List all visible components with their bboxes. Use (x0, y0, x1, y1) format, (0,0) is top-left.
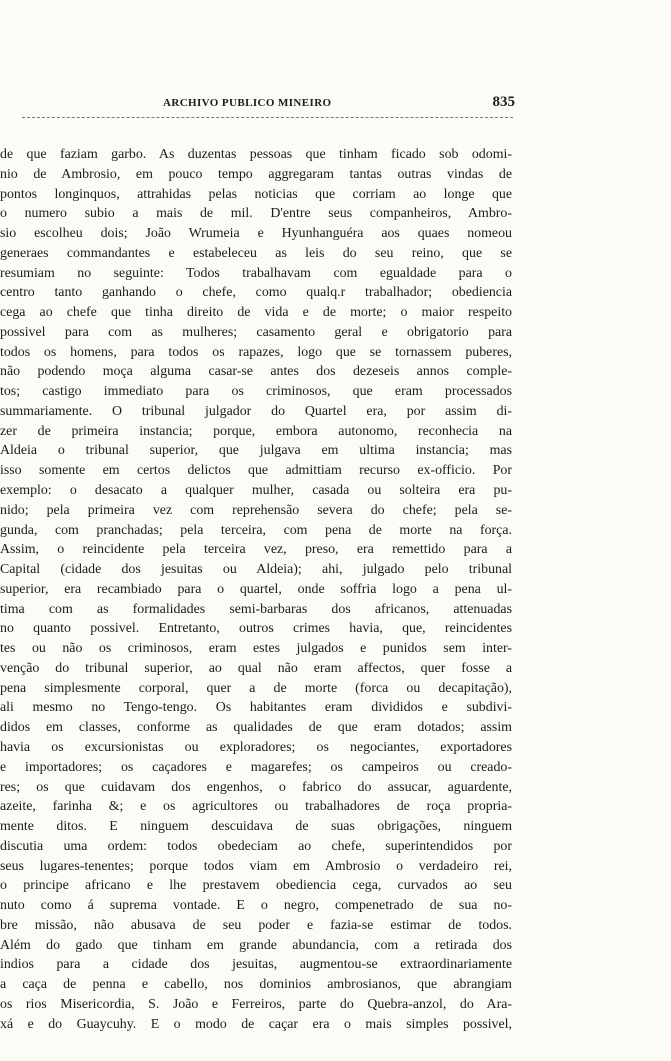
text-line: azeite, farinha &; e os agricultores ou trabalhadores de roça propria- (0, 799, 512, 815)
text-line: gunda, com pranchadas; pela terceira, com pena de morte na força. (0, 522, 512, 538)
text-line: ali mesmo no Tengo-tengo. Os habitantes eram divididos e subdivi- (0, 700, 512, 716)
text-line: tima com as formalidades semi-barbaras dos africanos, attenuadas (0, 601, 512, 617)
text-line: Aldeia o tribunal superior, que julgava em ultima instancia; mas (0, 443, 512, 459)
text-line: cega ao chefe que tinha direito de vida e de morte; o maior respeito (0, 305, 512, 321)
page-number: 835 (492, 94, 515, 110)
header-rule (22, 117, 513, 118)
text-line: centro tanto ganhando o chefe, como qualq.r trabalhador; obediencia (0, 285, 512, 301)
text-line: não podendo moça alguma casar-se antes dos dezeseis annos comple- (0, 364, 512, 380)
text-line: resumiam no seguinte: Todos trabalhavam com egualdade para o (0, 265, 512, 281)
text-line: o numero subio a mais de mil. D'entre seus companheiros, Ambro- (0, 206, 512, 222)
text-line: Além do gado que tinham em grande abundancia, com a retirada dos (0, 937, 512, 953)
body-text (0, 145, 512, 1034)
text-line: Assim, o reincidente pela terceira vez, preso, era remettido para a (0, 542, 512, 558)
text-line: pontos longinquos, attrahidas pelas noticias que corriam ao longe que (0, 186, 512, 202)
running-title: ARCHIVO PUBLICO MINEIRO (163, 97, 332, 109)
page-header (0, 94, 671, 117)
text-line: discutia uma ordem: todos obedeciam ao chefe, superintendidos por (0, 838, 512, 854)
text-line: zer de primeira instancia; porque, embora autonomo, reconhecia na (0, 423, 512, 439)
text-line: Capital (cidade dos jesuitas ou Aldeia); ahi, julgado pelo tribunal (0, 562, 512, 578)
text-line: pena simplesmente corporal, quer a de morte (forca ou decapitação), (0, 680, 512, 696)
text-line: bre missão, não abusava de seu poder e fazia-se estimar de todos. (0, 917, 512, 933)
text-line: summariamente. O tribunal julgador do Quartel era, por assim di- (0, 403, 512, 419)
text-line: e importadores; os caçadores e magarefes; os campeiros ou creado- (0, 759, 512, 775)
text-line: sio escolheu dois; João Wrumeia e Hyunhanguéra aos quaes nomeou (0, 226, 512, 242)
text-line: superior, era recambiado para o quartel, onde soffria logo a pena ul- (0, 581, 512, 597)
text-line: xá e do Guaycuhy. E o modo de caçar era o mais simples possivel, (0, 1016, 512, 1032)
text-line: generaes commandantes e estabeleceu as leis do seu reino, que se (0, 245, 512, 261)
text-line: todos os homens, para todos os rapazes, logo que se tornassem puberes, (0, 344, 512, 360)
text-line: havia os excursionistas ou exploradores; os negociantes, exportadores (0, 739, 512, 755)
text-line: nio de Ambrosio, em pouco tempo aggregaram tantas outras vindas de (0, 166, 512, 182)
text-line: possivel para com as mulheres; casamento geral e obrigatorio para (0, 324, 512, 340)
text-line: venção do tribunal superior, ao qual não eram affectos, quer fosse a (0, 660, 512, 676)
text-line: nuto como á suprema vontade. E o negro, compenetrado de sua no- (0, 898, 512, 914)
text-line: isso somente em certos delictos que admittiam recurso ex-officio. Por (0, 463, 512, 479)
text-line: de que faziam garbo. As duzentas pessoas que tinham ficado sob odomi- (0, 147, 512, 162)
text-line: tes ou não os criminosos, eram estes julgados e punidos sem inter- (0, 641, 512, 657)
text-line: didos em classes, conforme as qualidades de que eram dotados; assim (0, 720, 512, 736)
text-line: a caça de penna e cabello, nos dominios ambrosianos, que abrangiam (0, 977, 512, 993)
text-line: exemplo: o desacato a qualquer mulher, casada ou solteira era pu- (0, 483, 512, 499)
text-line: tos; castigo immediato para os criminosos, que eram processados (0, 384, 512, 400)
text-line: nido; pela primeira vez com reprehensão severa do chefe; pela se- (0, 502, 512, 518)
text-line: no quanto possivel. Entretanto, outros crimes havia, que, reincidentes (0, 621, 512, 637)
text-line: o principe africano e lhe prestavem obediencia cega, curvados ao seu (0, 878, 512, 894)
text-line: mente ditos. E ninguem descuidava de suas obrigações, ninguem (0, 819, 512, 835)
text-line: res; os que cuidavam dos engenhos, o fabrico do assucar, aguardente, (0, 779, 512, 795)
text-line: seus lugares-tenentes; porque todos viam em Ambrosio o verdadeiro rei, (0, 858, 512, 874)
text-line: indios para a cidade dos jesuitas, augmentou-se extraordinariamente (0, 957, 512, 973)
text-line: os rios Misericordia, S. João e Ferreiros, parte do Quebra-anzol, do Ara- (0, 996, 512, 1012)
